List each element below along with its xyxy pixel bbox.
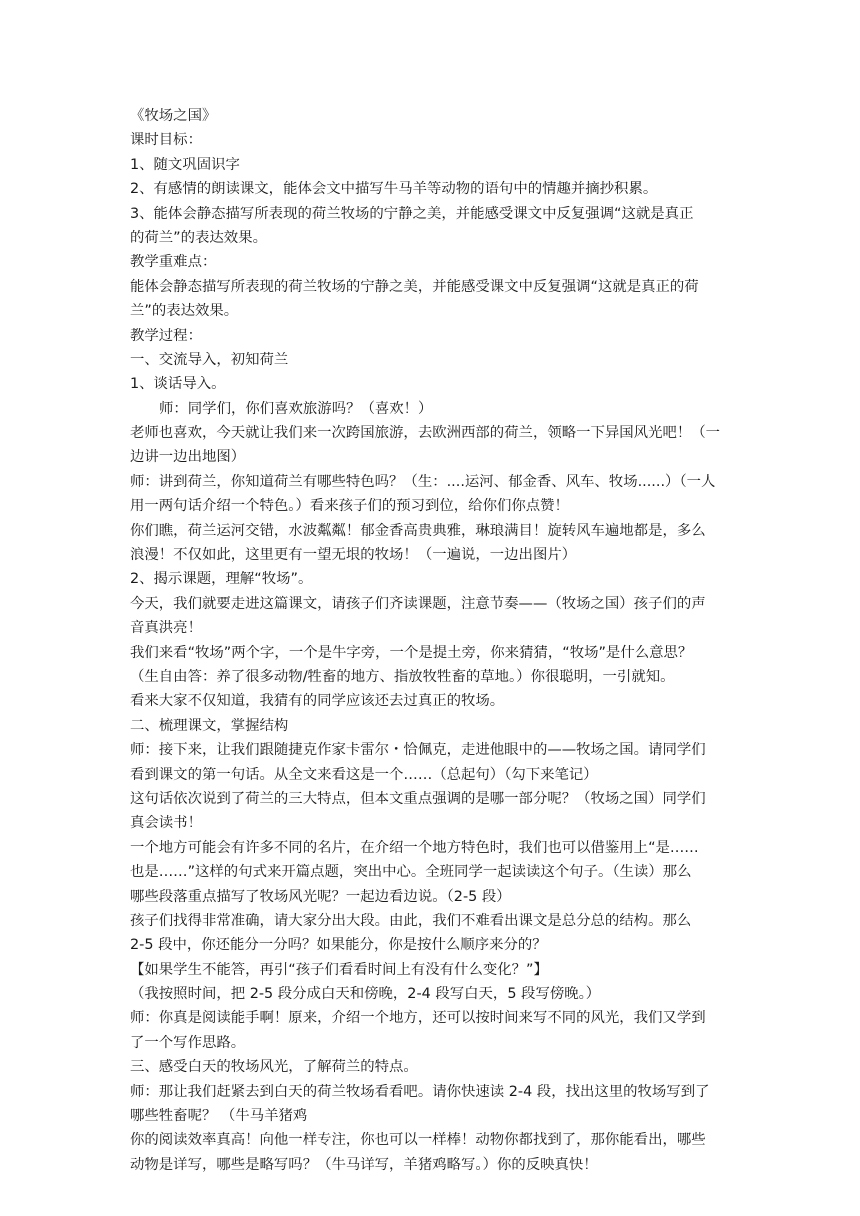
section-heading: 三、感受白天的牧场风光，了解荷兰的特点。 xyxy=(130,1059,418,1076)
objective-item-continued: 的荷兰”的表达效果。 xyxy=(130,229,267,246)
objective-item: 1、随文巩固识字 xyxy=(130,156,240,173)
paragraph-line: 边讲一边出地图） xyxy=(130,449,246,466)
section-heading-objectives: 课时目标： xyxy=(130,132,202,149)
paragraph-line: （生自由答：养了很多动物/牲畜的地方、指放牧牲畜的草地。）你很聪明，一引就知。 xyxy=(130,668,675,685)
teacher-note: 【如果学生不能答，再引“孩子们看看时间上有没有什么变化？”】 xyxy=(130,961,548,978)
paragraph-line: 一个地方可能会有许多不同的名片，在介绍一个地方特色时，我们也可以借鉴用上“是…… xyxy=(130,839,699,856)
paragraph-line: 能体会静态描写所表现的荷兰牧场的宁静之美，并能感受课文中反复强调“这就是真正的荷 xyxy=(130,278,699,295)
paragraph-line: 孩子们找得非常准确，请大家分出大段。由此，我们不难看出课文是总分总的结构。那么 xyxy=(130,912,692,929)
paragraph-line: 兰”的表达效果。 xyxy=(130,303,239,320)
paragraph-line: 动物是详写，哪些是略写吗？（牛马详写，羊猪鸡略写。）你的反映真快！ xyxy=(130,1156,598,1173)
paragraph-line: 也是……”这样的句式来开篇点题，突出中心。全班同学一起读读这个句子。（生读）那么 xyxy=(130,864,692,881)
paragraph-line: 2-5 段中，你还能分一分吗？如果能分，你是按什么顺序来分的？ xyxy=(130,937,547,954)
paragraph-line: 了一个写作思路。 xyxy=(130,1034,246,1051)
subsection-heading: 1、谈话导入。 xyxy=(130,376,226,393)
paragraph-line: 师：接下来，让我们跟随捷克作家卡雷尔・恰佩克，走进他眼中的——牧场之国。请同学们 xyxy=(130,742,706,759)
paragraph-line: 我们来看“牧场”两个字，一个是牛字旁，一个是提土旁，你来猜猜，“牧场”是什么意思？ xyxy=(130,644,693,661)
subsection-heading: 2、揭示课题，理解“牧场”。 xyxy=(130,571,313,588)
paragraph-line: 老师也喜欢，今天就让我们来一次跨国旅游，去欧洲西部的荷兰，领略一下异国风光吧！（一 xyxy=(130,425,721,442)
section-heading: 二、梳理课文，掌握结构 xyxy=(130,717,289,734)
paragraph-line: 看来大家不仅知道，我猜有的同学应该还去过真正的牧场。 xyxy=(130,693,505,710)
paragraph-line: 师：那让我们赶紧去到白天的荷兰牧场看看吧。请你快速读 2-4 段，找出这里的牧场写到了 xyxy=(130,1083,710,1100)
section-heading: 一、交流导入，初知荷兰 xyxy=(130,351,289,368)
paragraph-line: 师：你真是阅读能手啊！原来，介绍一个地方，还可以按时间来写不同的风光，我们又学到 xyxy=(130,1010,706,1027)
paragraph-line: 你的阅读效率真高！向他一样专注，你也可以一样棒！动物你都找到了，那你能看出，哪些 xyxy=(130,1132,706,1149)
paragraph-line: 看到课文的第一句话。从全文来看这是一个……（总起句）（勾下来笔记） xyxy=(130,766,598,783)
paragraph-line: 真会读书！ xyxy=(130,815,202,832)
paragraph-line: 师：同学们，你们喜欢旅游吗？（喜欢！） xyxy=(159,400,433,417)
paragraph-line: 用一两句话介绍一个特色。）看来孩子们的预习到位，给你们你点赞！ xyxy=(130,498,569,515)
paragraph-line: 师：讲到荷兰，你知道荷兰有哪些特色吗？（生：....运河、郁金香、风车、牧场......）（一人 xyxy=(130,473,716,490)
paragraph-line: 音真洪亮！ xyxy=(130,620,202,637)
document-body xyxy=(130,104,735,1177)
paragraph-line: 今天，我们就要走进这篇课文，请孩子们齐读课题，注意节奏——（牧场之国）孩子们的声 xyxy=(130,595,706,612)
paragraph-line: 哪些牲畜呢？ （牛马羊猪鸡 xyxy=(130,1108,308,1125)
objective-item: 2、有感情的朗读课文，能体会文中描写牛马羊等动物的语句中的情趣并摘抄积累。 xyxy=(130,181,658,198)
section-heading-process: 教学过程： xyxy=(130,327,202,344)
paragraph-line: 哪些段落重点描写了牧场风光呢？一起边看边说。（2-5 段） xyxy=(130,888,511,905)
paragraph-line: （我按照时间，把 2-5 段分成白天和傍晚，2-4 段写白天，5 段写傍晚。） xyxy=(130,986,601,1003)
paragraph-line: 你们瞧，荷兰运河交错，水波粼粼！郁金香高贵典雅，琳琅满目！旋转风车遍地都是，多么 xyxy=(130,522,706,539)
section-heading-key-points: 教学重难点： xyxy=(130,254,217,271)
paragraph-line: 浪漫！不仅如此，这里更有一望无垠的牧场！（一遍说，一边出图片） xyxy=(130,547,577,564)
paragraph-line: 这句话依次说到了荷兰的三大特点，但本文重点强调的是哪一部分呢？（牧场之国）同学们 xyxy=(130,790,706,807)
document-title: 《牧场之国》 xyxy=(130,108,217,124)
objective-item: 3、能体会静态描写所表现的荷兰牧场的宁静之美，并能感受课文中反复强调“这就是真正 xyxy=(130,205,694,222)
